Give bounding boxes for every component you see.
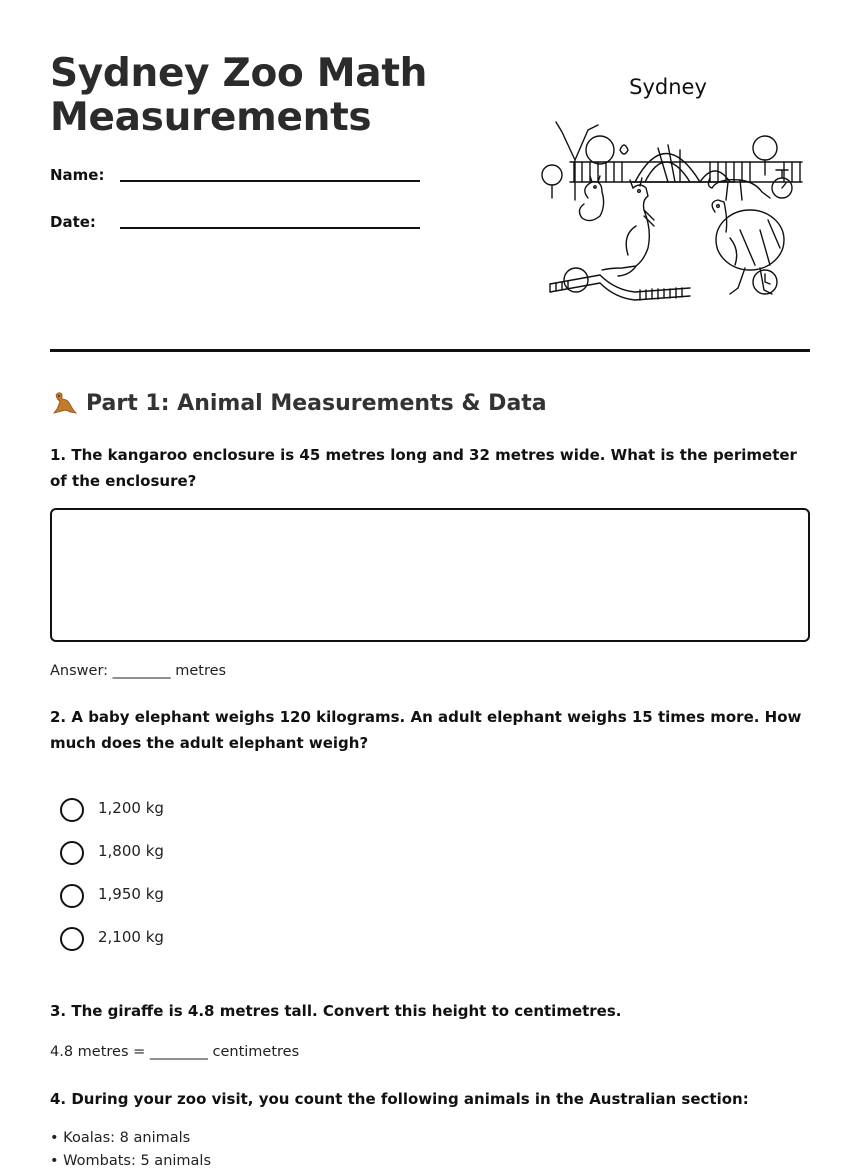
- worksheet-title: Sydney Zoo Math Measurements: [50, 51, 428, 140]
- question-4: 4. During your zoo visit, you count the following animals in the Australian section:: [50, 1090, 749, 1108]
- option-label: 1,800 kg: [98, 842, 164, 860]
- q2-option-2[interactable]: [60, 840, 360, 866]
- name-line[interactable]: [120, 180, 420, 182]
- tree-icon: [542, 122, 777, 200]
- q3-answer-line: 4.8 metres = ________ centimetres: [50, 1044, 300, 1060]
- illustration-caption: Sydney: [629, 75, 707, 99]
- emu-icon: [712, 200, 784, 294]
- option-label: 1,950 kg: [98, 885, 164, 903]
- kangaroo-icon: [602, 178, 654, 276]
- tape-measure-icon: [550, 268, 690, 300]
- date-line[interactable]: [120, 227, 420, 229]
- date-field[interactable]: [50, 213, 420, 237]
- zoo-illustration: [540, 70, 810, 310]
- zoo-line-art: [540, 70, 810, 310]
- q2-option-3[interactable]: [60, 883, 360, 909]
- opera-house-icon: [632, 145, 735, 182]
- name-label: Name:: [50, 166, 105, 184]
- radio-button[interactable]: [60, 927, 84, 951]
- q2-option-4[interactable]: [60, 926, 360, 952]
- option-label: 1,200 kg: [98, 799, 164, 817]
- date-label: Date:: [50, 213, 96, 231]
- fence-icon: [570, 162, 802, 182]
- q2-option-1[interactable]: [60, 797, 360, 823]
- q1-answer-box[interactable]: [50, 508, 810, 642]
- question-3: 3. The giraffe is 4.8 metres tall. Convert this height to centimetres.: [50, 1002, 622, 1020]
- q1-answer-line: Answer: ________ metres: [50, 663, 227, 679]
- question-2: 2. A baby elephant weighs 120 kilograms. An adult elephant weighs 15 times more. How much does the adult elephant weigh?: [50, 708, 802, 752]
- name-field[interactable]: [50, 166, 420, 190]
- radio-button[interactable]: [60, 841, 84, 865]
- q4-list-item: • Koalas: 8 animals: [50, 1130, 191, 1146]
- radio-button[interactable]: [60, 798, 84, 822]
- option-label: 2,100 kg: [98, 928, 164, 946]
- part1-heading: Part 1: Animal Measurements & Data: [50, 389, 547, 416]
- q4-list-item: • Wombats: 5 animals: [50, 1153, 212, 1169]
- section-divider: [50, 349, 810, 352]
- question-1: 1. The kangaroo enclosure is 45 metres long and 32 metres wide. What is the perimeter of the enclosure?: [50, 446, 797, 490]
- kangaroo-emoji-icon: [50, 389, 78, 415]
- radio-button[interactable]: [60, 884, 84, 908]
